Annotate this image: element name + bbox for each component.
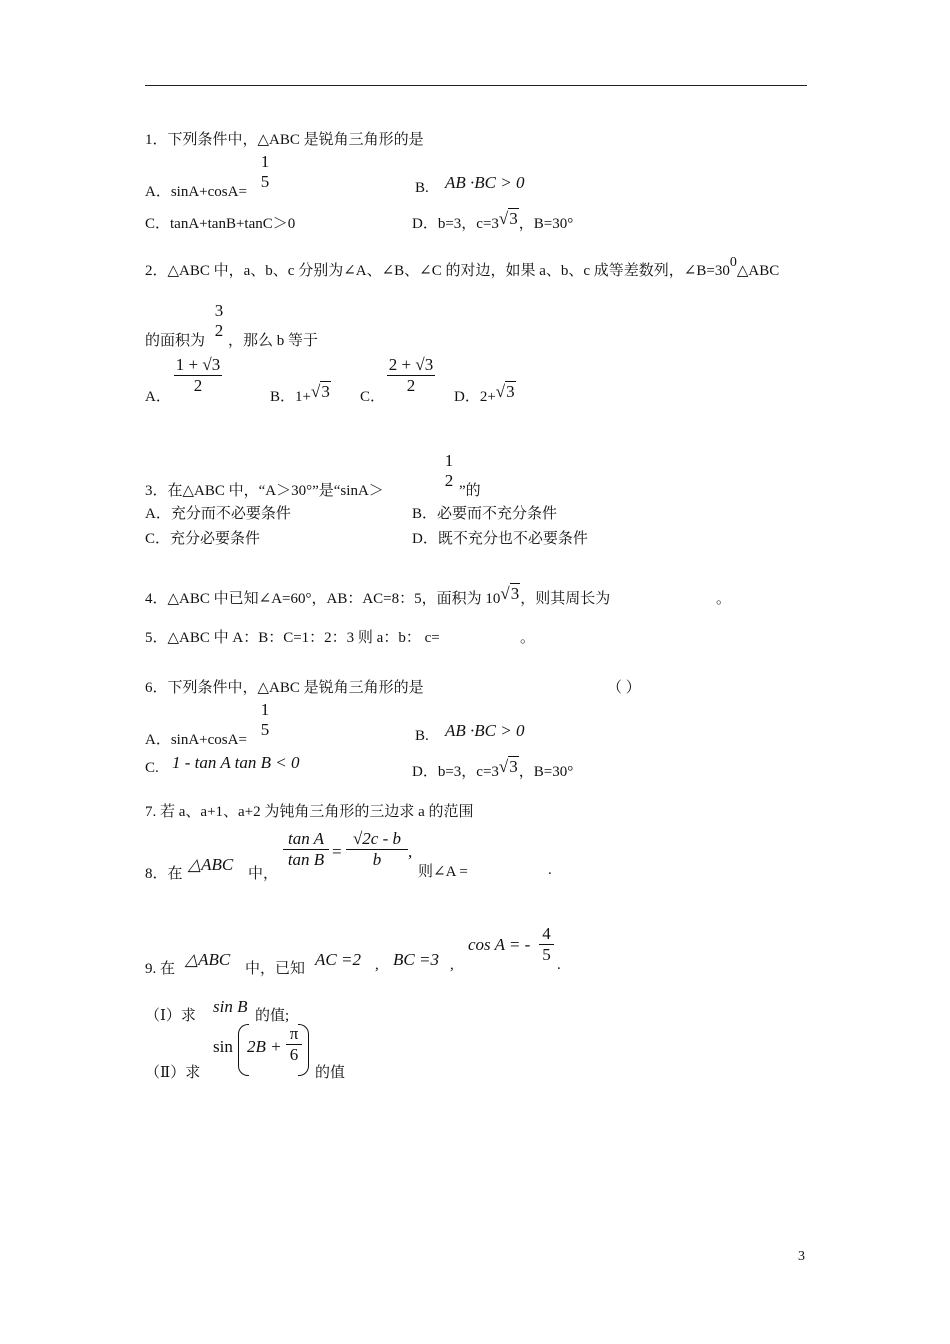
q9-part1-pre: （Ⅰ）求 <box>145 1008 196 1024</box>
q2-area-pre: 的面积为 <box>145 333 206 349</box>
q8-mid: 中， <box>248 866 279 882</box>
q9-part2-post: 的值 <box>315 1065 346 1081</box>
q4-end: 。 <box>716 591 732 607</box>
q9-triangle: △ABC <box>185 950 231 969</box>
sqrt-symbol: √3 <box>498 757 518 776</box>
q9-part1-post: 的值; <box>255 1008 290 1024</box>
q2-option-d: D．2+√3 <box>454 382 515 405</box>
sqrt-symbol: √3 <box>495 382 515 401</box>
q6-option-b-math: AB ·BC > 0 <box>445 721 525 740</box>
q8-post: 则∠A = <box>418 864 468 880</box>
q1-option-d: D．b=3，c=3√3，B=30° <box>412 209 574 232</box>
right-paren <box>298 1024 309 1076</box>
q1-option-b-math: AB ·BC > 0 <box>445 173 525 192</box>
sqrt-symbol: √3 <box>310 382 330 401</box>
q9-bc: BC =3 <box>393 950 439 969</box>
q3-option-b: B．必要而不充分条件 <box>412 506 558 522</box>
q8-triangle: △ABC <box>188 855 234 874</box>
q4-text: 4．△ABC 中已知∠A=60°，AB：AC=8：5，面积为 10√3，则其周长为 <box>145 584 611 607</box>
sqrt-symbol: √3 <box>500 584 520 603</box>
q6-option-a: A．sinA+cosA= <box>145 732 247 748</box>
q1-option-a: A．sinA+cosA= <box>145 184 247 200</box>
q8-equals: = <box>332 842 342 861</box>
q6-a-fraction: 1 5 <box>260 700 270 739</box>
q3-option-a: A．充分而不必要条件 <box>145 506 291 522</box>
q8-end: . <box>548 862 552 878</box>
q3-stem-post: ”的 <box>459 483 481 499</box>
q2-option-c-label: C． <box>360 389 386 405</box>
q9-part2-arg: 2B + <box>247 1037 282 1056</box>
q8-comma: , <box>408 842 413 861</box>
q6-option-b-label: B. <box>415 728 429 744</box>
q9-part2-pre: （Ⅱ）求 <box>145 1065 201 1081</box>
q9-end: . <box>557 957 561 973</box>
q1-option-b-label: B. <box>415 180 429 196</box>
q8-fraction-tan: tan A tan B <box>283 829 329 870</box>
q3-stem-pre: 3．在△ABC 中，“A＞30°”是“sinA＞ <box>145 483 384 499</box>
q9-pre: 9. 在 <box>145 961 176 977</box>
q2-option-c-fraction: 2 + √3 2 <box>388 355 434 395</box>
q6-option-d: D．b=3，c=3√3，B=30° <box>412 757 574 780</box>
q6-stem: 6．下列条件中，△ABC 是锐角三角形的是 <box>145 680 424 696</box>
header-rule <box>145 85 807 86</box>
q9-part2-fraction: π 6 <box>286 1024 302 1065</box>
q8-pre: 8．在 <box>145 866 183 882</box>
q9-part1-math: sin B <box>213 997 248 1016</box>
q9-fraction: 4 5 <box>539 924 554 965</box>
q1-a-fraction: 1 5 <box>260 152 270 191</box>
q2-area-fraction: 3 2 <box>214 301 224 340</box>
q9-sep2: , <box>450 957 454 973</box>
q6-answer-paren: （ ） <box>607 680 641 696</box>
q9-part2-sin: sin <box>213 1037 233 1056</box>
q2-option-a-label: A． <box>145 389 171 405</box>
q3-fraction: 1 2 <box>444 451 454 490</box>
q9-cos: cos A = - <box>468 935 531 954</box>
q7-text: 7. 若 a、a+1、a+2 为钝角三角形的三边求 a 的范围 <box>145 804 474 820</box>
q6-option-c-math: 1 - tan A tan B < 0 <box>172 753 300 772</box>
q3-option-c: C．充分必要条件 <box>145 531 261 547</box>
q1-option-c: C．tanA+tanB+tanC＞0 <box>145 216 296 232</box>
q8-fraction-rhs: √2c - b b <box>346 829 408 870</box>
q3-option-d: D．既不充分也不必要条件 <box>412 531 588 547</box>
q1-stem: 1．下列条件中，△ABC 是锐角三角形的是 <box>145 132 424 148</box>
q9-sep: , <box>375 957 379 973</box>
q9-mid: 中，已知 <box>245 961 306 977</box>
q6-option-c-label: C. <box>145 760 159 776</box>
q2-option-b: B．1+√3 <box>270 382 330 405</box>
q2-stem: 2．△ABC 中，a、b、c 分别为∠A、∠B、∠C 的对边，如果 a、b、c 成等差数列，$\angle B=30^0\triangle ABC$ <box>145 255 780 279</box>
page-number: 3 <box>798 1249 805 1264</box>
q5-text: 5．△ABC 中 A：B：C=1：2：3 则 a：b： c= <box>145 630 440 646</box>
q9-ac: AC =2 <box>315 950 361 969</box>
q2-area-post: ，那么 b 等于 <box>228 333 319 349</box>
q5-end: 。 <box>520 630 536 646</box>
sqrt-symbol: √3 <box>498 209 518 228</box>
q2-option-a-fraction: 1 + √3 2 <box>175 355 221 395</box>
